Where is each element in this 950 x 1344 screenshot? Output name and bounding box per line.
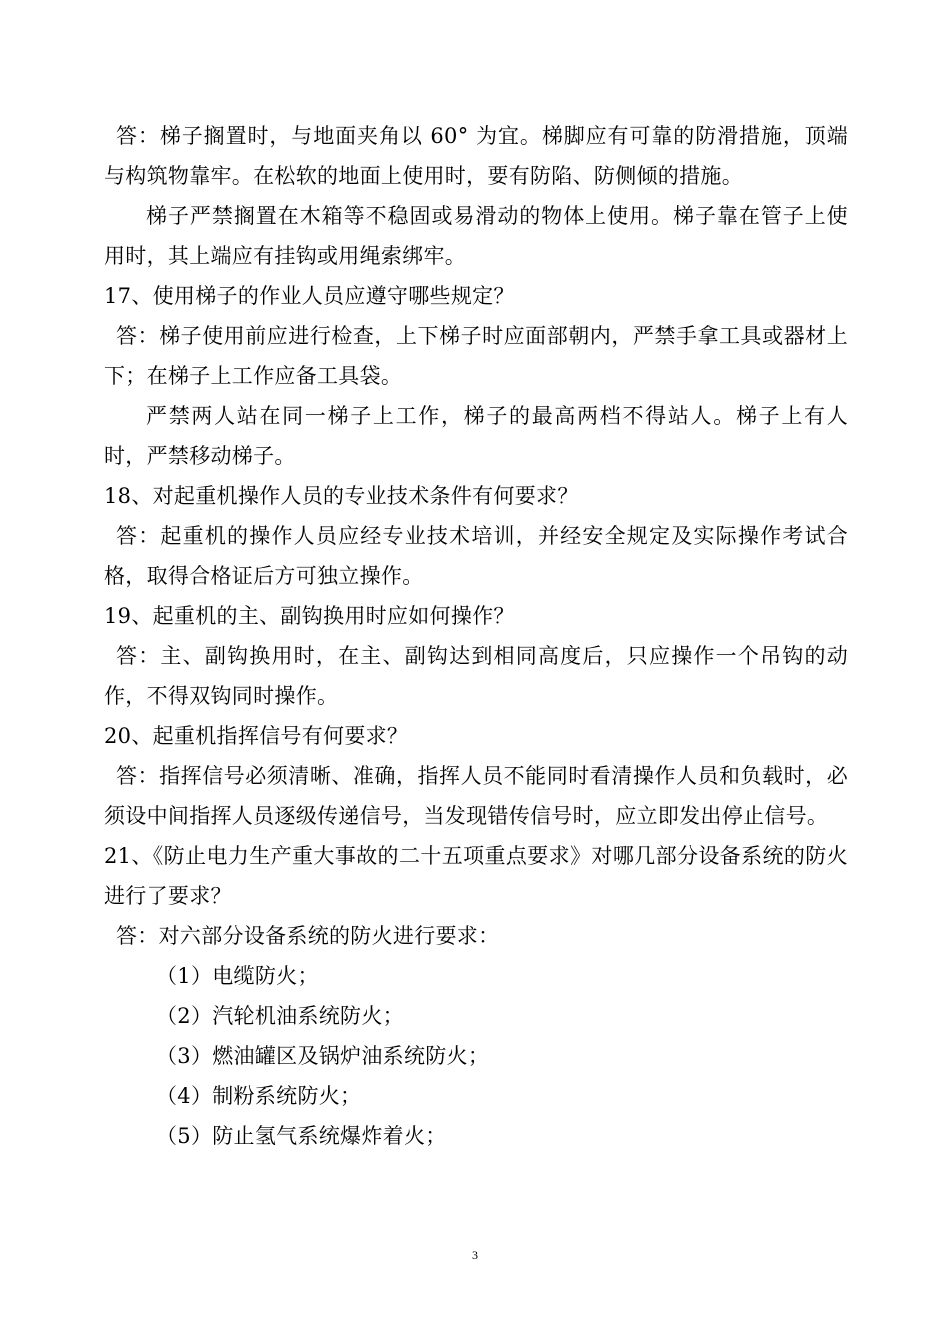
question-20: 20、起重机指挥信号有何要求？ [104, 724, 409, 748]
answer-20: 答：指挥信号必须清晰、准确，指挥人员不能同时看清操作人员和负载时，必须设中间指挥人员逐级传递信号，当发现错传信号时，应立即发出停止信号。 [104, 764, 848, 828]
answer-17: 答：梯子使用前应进行检查，上下梯子时应面部朝内，严禁手拿工具或器材上下；在梯子上工作应备工具袋。 [104, 324, 848, 388]
answer-16-continued: 梯子严禁搁置在木箱等不稳固或易滑动的物体上使用。梯子靠在管子上使用时，其上端应有挂钩或用绳索绑牢。 [104, 204, 848, 268]
answer-19: 答：主、副钩换用时，在主、副钩达到相同高度后，只应操作一个吊钩的动作，不得双钩同时操作。 [104, 644, 848, 708]
page-number: 3 [472, 1248, 478, 1262]
list-item-4: （4）制粉系统防火； [156, 1084, 362, 1108]
list-item-1: （1）电缆防火； [156, 964, 319, 988]
list-item-2: （2）汽轮机油系统防火； [156, 1004, 404, 1028]
question-21: 21、《防止电力生产重大事故的二十五项重点要求》对哪几部分设备系统的防火进行了要求？ [104, 844, 848, 908]
answer-16: 答：梯子搁置时，与地面夹角以 60° 为宜。梯脚应有可靠的防滑措施，顶端与构筑物靠牢。在松软的地面上使用时，要有防陷、防侧倾的措施。 [104, 124, 848, 188]
list-item-5: （5）防止氢气系统爆炸着火； [156, 1124, 447, 1148]
answer-18: 答：起重机的操作人员应经专业技术培训，并经安全规定及实际操作考试合格，取得合格证后方可独立操作。 [104, 524, 848, 588]
question-18: 18、对起重机操作人员的专业技术条件有何要求？ [104, 484, 579, 508]
question-19: 19、起重机的主、副钩换用时应如何操作？ [104, 604, 515, 628]
answer-21: 答：对六部分设备系统的防火进行要求： [116, 924, 500, 948]
document-body [104, 116, 848, 1156]
answer-17-continued: 严禁两人站在同一梯子上工作，梯子的最高两档不得站人。梯子上有人时，严禁移动梯子。 [104, 404, 848, 468]
question-17: 17、使用梯子的作业人员应遵守哪些规定？ [104, 284, 515, 308]
list-item-3: （3）燃油罐区及锅炉油系统防火； [156, 1044, 490, 1068]
